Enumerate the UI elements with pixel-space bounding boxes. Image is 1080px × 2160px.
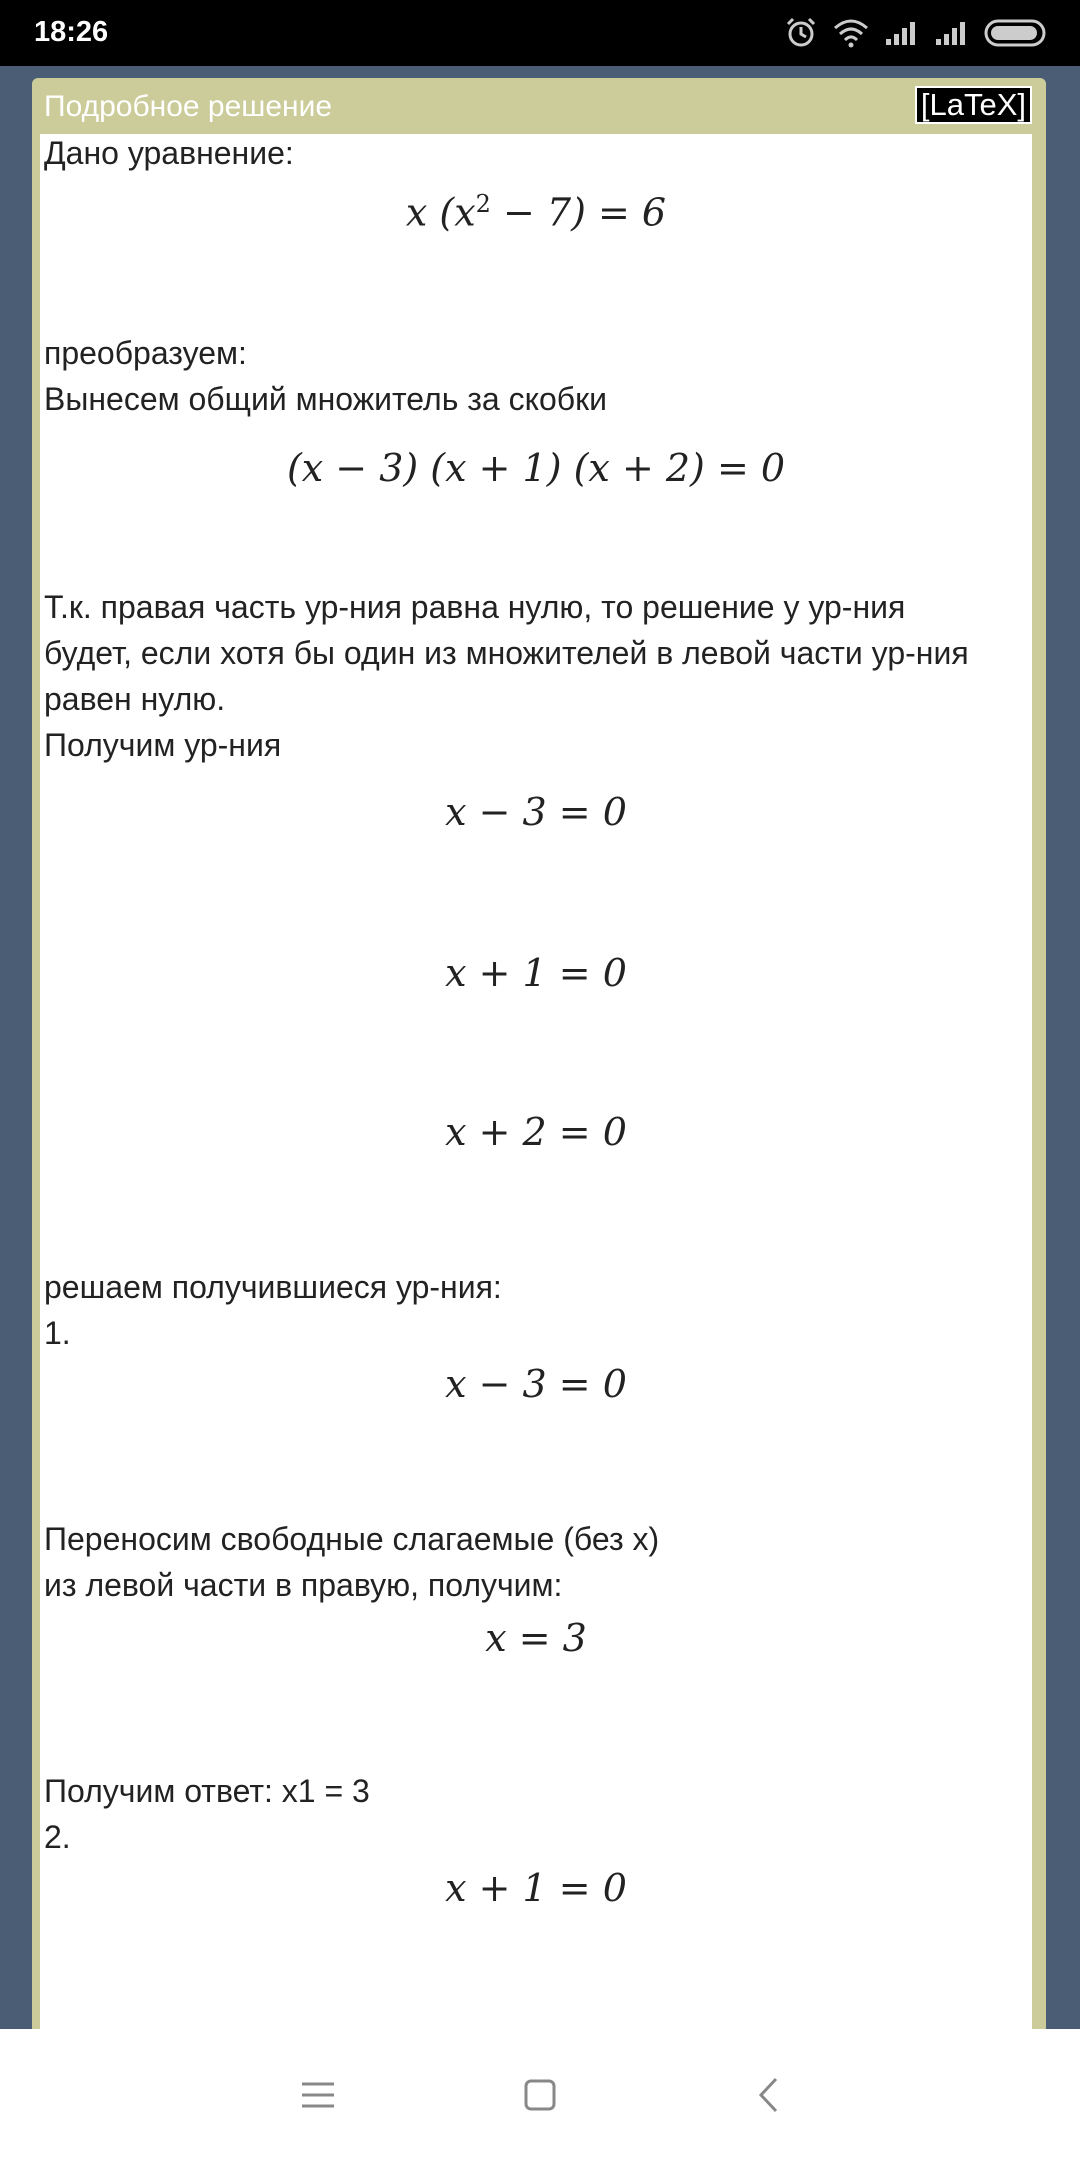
transform-label: преобразуем: xyxy=(44,335,247,371)
equation-2: x + 1 = 0 xyxy=(445,951,627,995)
move-line-2: из левой части в правую, получим: xyxy=(44,1567,563,1603)
get-eqs-label: Получим ур-ния xyxy=(44,727,282,763)
latex-link[interactable]: [LaTeX] xyxy=(915,86,1032,124)
reason-line-1: Т.к. правая часть ур-ния равна нулю, то решение у ур-ния xyxy=(44,589,906,625)
step-1-equation: x − 3 = 0 xyxy=(445,1362,627,1406)
reason-line-2: будет, если хотя бы один из множителей в левой части ур-ния xyxy=(44,635,969,671)
status-bar xyxy=(0,0,1080,66)
signal-icon-2 xyxy=(934,19,970,47)
alarm-icon xyxy=(784,16,818,50)
wifi-icon xyxy=(832,18,870,48)
factored-equation: (x − 3) (x + 1) (x + 2) = 0 xyxy=(286,446,786,490)
equation-1: x − 3 = 0 xyxy=(445,790,627,834)
status-time: 18:26 xyxy=(34,16,109,48)
solve-label: решаем получившиеся ур-ния: xyxy=(44,1269,502,1305)
back-button[interactable] xyxy=(738,2065,798,2125)
given-label: Дано уравнение: xyxy=(44,135,294,171)
home-button[interactable] xyxy=(510,2065,570,2125)
square-home-icon xyxy=(523,2078,557,2112)
move-line-1: Переносим свободные слагаемые (без x) xyxy=(44,1521,660,1557)
step-1-number: 1. xyxy=(44,1315,71,1351)
reason-line-3: равен нулю. xyxy=(44,681,226,717)
menu-icon xyxy=(300,2080,336,2110)
signal-icon xyxy=(884,19,920,47)
panel-body xyxy=(40,134,1032,2029)
navigation-bar xyxy=(0,2029,1080,2160)
factor-label: Вынесем общий множитель за скобки xyxy=(44,381,607,417)
panel-title: Подробное решение xyxy=(44,90,333,123)
menu-button[interactable] xyxy=(288,2065,348,2125)
panel-header xyxy=(32,78,1046,134)
back-icon xyxy=(756,2076,780,2114)
answer-1: Получим ответ: x1 = 3 xyxy=(44,1773,370,1809)
given-equation: x $(x^2 - 7) = 6$ xyxy=(405,190,667,235)
solution-panel xyxy=(32,78,1046,2029)
content-area xyxy=(0,66,1080,2029)
step-1-result: x = 3 xyxy=(485,1616,587,1660)
equation-3: x + 2 = 0 xyxy=(445,1110,627,1154)
status-icons xyxy=(784,14,1050,52)
step-2-equation: x + 1 = 0 xyxy=(445,1866,627,1910)
battery-icon xyxy=(984,18,1050,48)
step-2-number: 2. xyxy=(44,1819,71,1855)
